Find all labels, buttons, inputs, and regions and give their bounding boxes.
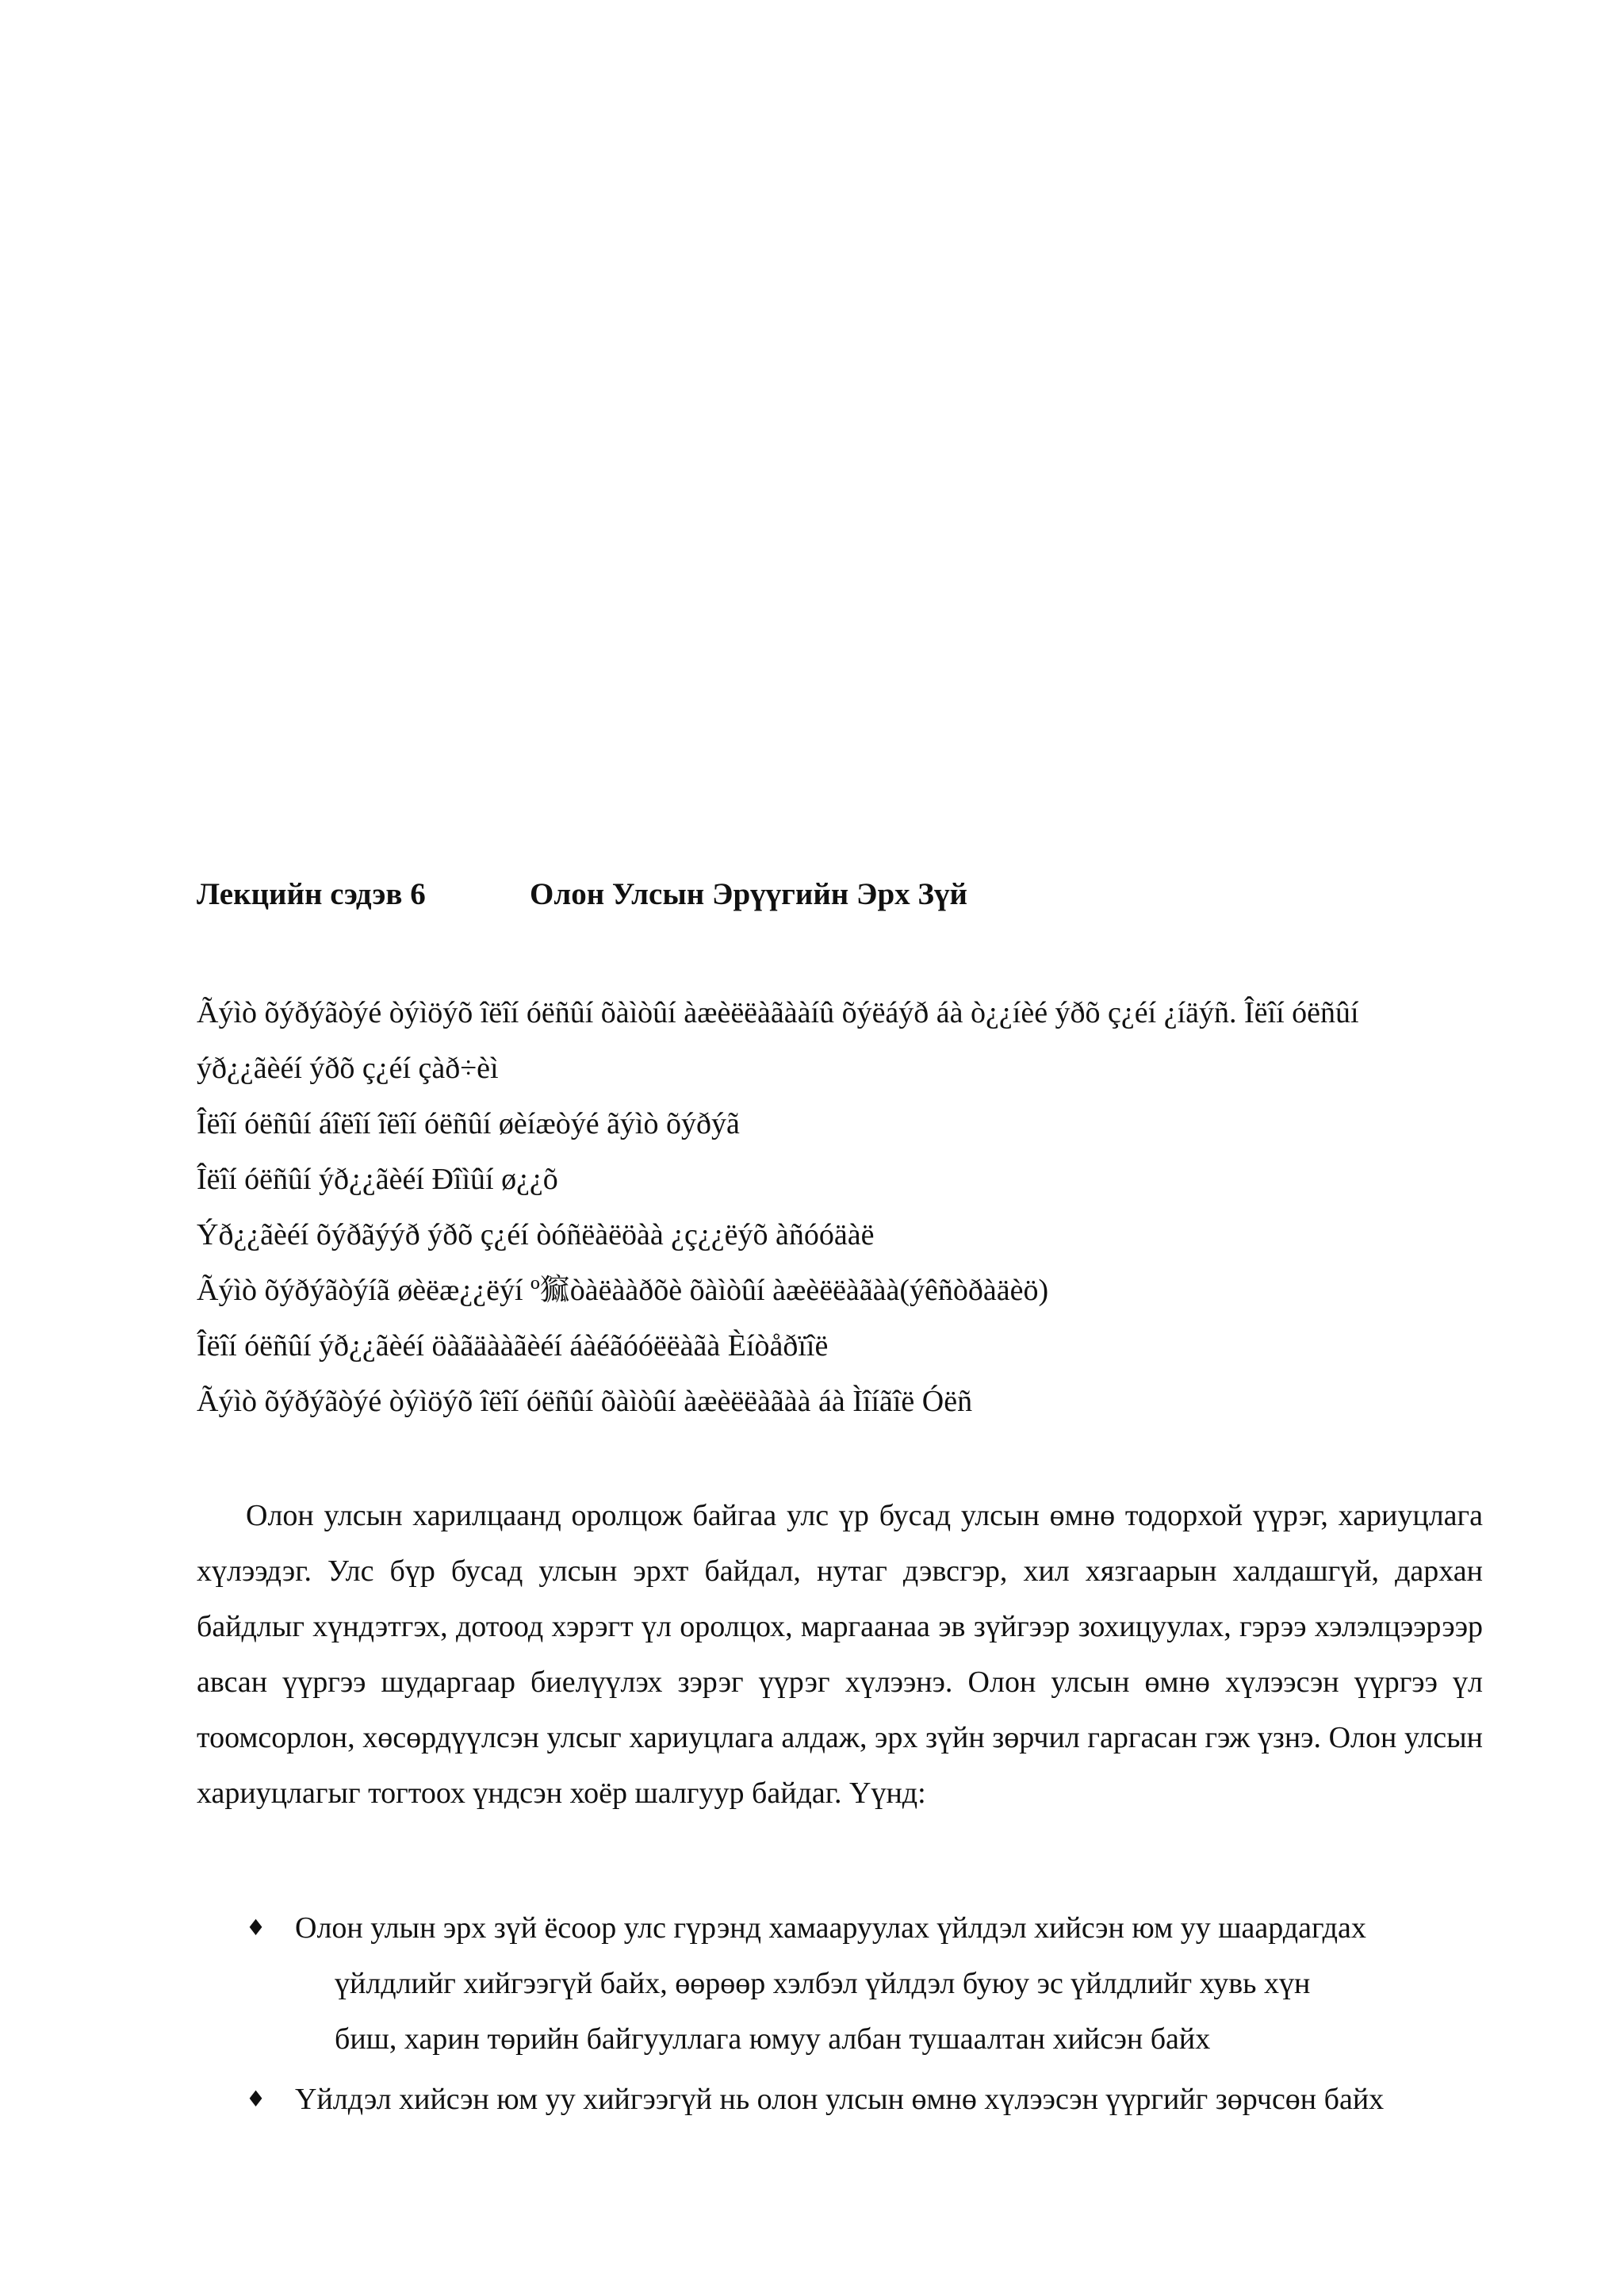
- topic-list: [197, 985, 1497, 1429]
- topic-line: Îëîí óëñûí ýð¿¿ãèéí öàãäààãèéí áàéãóóëëàãà Èíòåðïîë: [197, 1329, 829, 1363]
- criteria-item: [197, 1900, 1497, 2067]
- diamond-bullet-icon: ♦: [246, 2086, 266, 2112]
- criteria-line: Олон улын эрх зүй ёсоор улс гүрэнд хамааруулах үйлдэл хийсэн юм уу шаардагдах: [295, 1911, 1366, 1945]
- topic-line: ýð¿¿ãèéí ýðõ ç¿éí çàð÷èì: [197, 1052, 499, 1085]
- lecture-label: Лекцийн сэдэв 6: [197, 877, 426, 911]
- lecture-title: Олон Улсын Эрүүгийн Эрх Зүй: [530, 877, 967, 911]
- criteria-line: үйлдлийг хийгээгүй байх, өөрөөр хэлбэл үйлдэл буюу эс үйлдлийг хувь хүн: [335, 1967, 1311, 2000]
- topic-line: Ãýìò õýðýãòýé òýìöýõ îëîí óëñûí õàìòûí àæèëëàãààíû õýëáýð áà ò¿¿íèé ýðõ ç¿éí ¿íäýñ. Îëîí óëñûí: [197, 996, 1359, 1029]
- topic-line: Ãýìò õýðýãòýé òýìöýõ îëîí óëñûí õàìòûí àæèëëàãàà áà Ìîíãîë Óëñ: [197, 1385, 973, 1418]
- topic-line: Ýð¿¿ãèéí õýðãýýð ýðõ ç¿éí òóñëàëöàà ¿ç¿¿ëýõ àñóóäàë: [197, 1218, 875, 1251]
- criteria-item: [197, 2072, 1497, 2127]
- criteria-list: [197, 1900, 1497, 2132]
- lecture-heading: [197, 876, 967, 912]
- criteria-line: биш, харин төрийн байгууллага юмуу албан тушаалтан хийсэн байх: [335, 2022, 1211, 2056]
- topic-line: Îëîí óëñûí áîëîí îëîí óëñûí øèíæòýé ãýìò õýðýã: [197, 1107, 740, 1140]
- topic-line: Îëîí óëñûí ýð¿¿ãèéí Ðîìûí ø¿¿õ: [197, 1163, 558, 1196]
- topic-line: Ãýìò õýðýãòýíã øèëæ¿¿ëýí º㺠òàëààðõè õàìòûí àæèëëàãàà(ýêñòðàäèö): [197, 1274, 1049, 1307]
- criteria-line: Үйлдэл хийсэн юм уу хийгээгүй нь олон улсын өмнө хүлээсэн үүргийг зөрчсөн байх: [295, 2083, 1385, 2116]
- body-paragraph: [197, 1488, 1483, 1821]
- paragraph-text: Олон улсын харилцаанд оролцож байгаа улс үр бусад улсын өмнө тодорхой үүрэг, хариуцлага хүлээдэг. Улс бүр бусад улсын эрхт байдал, нутаг дэвсгэр, хил хязгаарын халдашгүй, дархан байдлыг хүндэтгэх, дотоод хэрэгт үл оролцох, маргаанаа эв зүйгээр зохицуулах, гэрээ хэлэлцээрээр авсан үүргээ шударгаар биелүүлэх зэрэг үүрэг хүлээнэ. Олон улсын өмнө хүлээсэн үүргээ үл тоомсорлон, хөсөрдүүлсэн улсыг хариуцлага алдаж, эрх зүйн зөрчил гаргасан гэж үзнэ. Олон улсын хариуцлагыг тогтоох үндсэн хоёр шалгуур байдаг. Үүнд:: [197, 1499, 1483, 1810]
- diamond-bullet-icon: ♦: [246, 1915, 266, 1941]
